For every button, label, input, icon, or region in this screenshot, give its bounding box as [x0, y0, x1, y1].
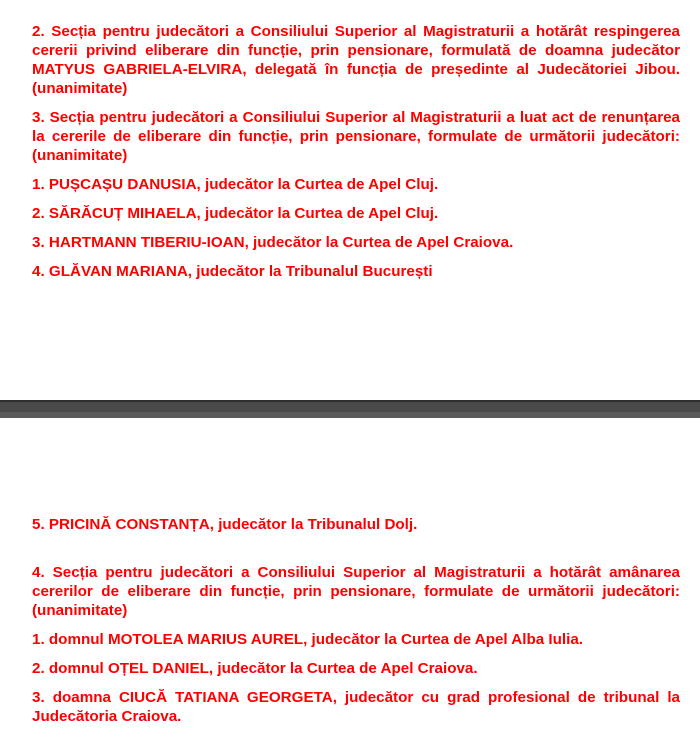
list-item: 2. SĂRĂCUȚ MIHAELA, judecător la Curtea de Apel Cluj.: [32, 205, 439, 222]
list-item: 2. domnul OȚEL DANIEL, judecător la Curtea de Apel Craiova.: [32, 660, 478, 677]
list-item: 1. PUȘCAȘU DANUSIA, judecător la Curtea de Apel Cluj.: [32, 176, 439, 193]
list-item: 3. HARTMANN TIBERIU-IOAN, judecător la Curtea de Apel Craiova.: [32, 234, 514, 251]
document-page-bottom: [0, 418, 700, 742]
page-top-content: [32, 22, 680, 281]
paragraph-2: 2. Secția pentru judecători a Consiliului Superior al Magistraturii a hotărât respingerea cererii privind eliberare din funcție, prin pensionare, formulată de doamna judecător MATYUS GABRIELA-ELVIRA, delegată în funcția de președinte al Judecătoriei Jibou. (unanimitate): [32, 23, 680, 97]
paragraph-4: 4. Secția pentru judecători a Consiliului Superior al Magistraturii a hotărât amânarea cererilor de eliberare din funcție, prin pensionare, formulate de următorii judecători: (unanimitate): [32, 564, 680, 619]
paragraph-3: 3. Secția pentru judecători a Consiliului Superior al Magistraturii a luat act de renunțarea la cererile de eliberare din funcție, prin pensionare, formulate de următorii judecători: (unanimitate): [32, 109, 680, 164]
list-item: 1. domnul MOTOLEA MARIUS AUREL, judecător la Curtea de Apel Alba Iulia.: [32, 631, 584, 648]
page-separator: [0, 400, 700, 418]
list-item: 4. GLĂVAN MARIANA, judecător la Tribunalul București: [32, 263, 433, 280]
list-item: 5. PRICINĂ CONSTANȚA, judecător la Tribunalul Dolj.: [32, 516, 418, 533]
page-bottom-content: [32, 515, 680, 726]
list-item: 3. doamna CIUCĂ TATIANA GEORGETA, judecător cu grad profesional de tribunal la Judecătoria Craiova.: [32, 689, 680, 725]
